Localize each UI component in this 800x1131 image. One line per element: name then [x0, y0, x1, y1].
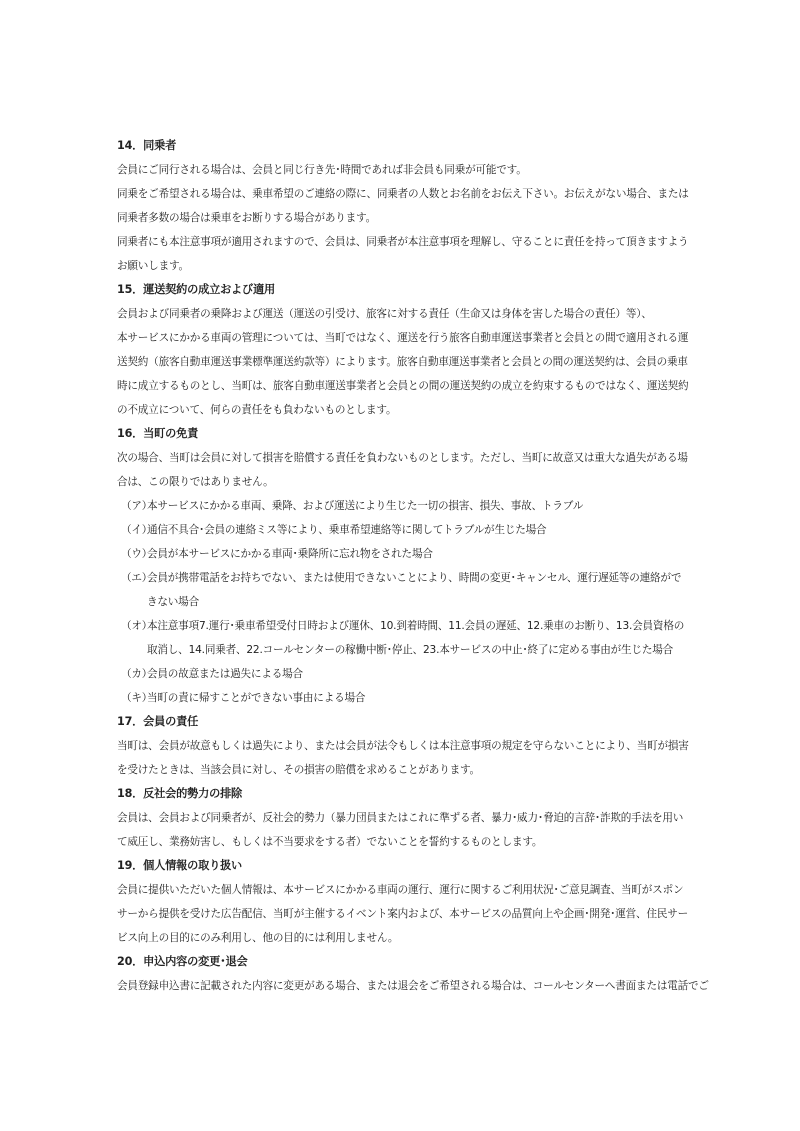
list-item: [117, 614, 689, 662]
list-item: [117, 566, 689, 614]
list-item-label: （ウ）: [121, 548, 153, 560]
section-title: 16．当町の免責: [117, 427, 199, 440]
paragraph: 当町は、会員が故意もしくは過失により、または会員が法令もしくは本注意事項の規定を守らないことにより、当町が損害を受けたときは、当該会員に対し、その損害の賠償を求めることがあります。: [117, 740, 689, 776]
list-item-text: 会員が本サービスにかかる車両･乗降所に忘れ物をされた場合: [147, 548, 433, 560]
section-18: [117, 782, 689, 854]
list-item-label: （エ）: [121, 572, 153, 584]
list-item-text: 会員の故意または過失による場合: [147, 668, 303, 680]
list-item-label: （カ）: [121, 668, 153, 680]
document-page: [117, 134, 709, 998]
list-item-label: （キ）: [121, 692, 153, 704]
section-17: [117, 710, 689, 782]
list-item-label: （イ）: [121, 524, 153, 536]
section-14: [117, 134, 689, 278]
paragraph: 会員は、会員および同乗者が、反社会的勢力（暴力団員またはこれに準ずる者、暴力･威力･脅迫的言辞･詐欺的手法を用いて威圧し、業務妨害し、もしくは不当要求をする者）でないことを誓約するものとします。: [117, 812, 684, 848]
list-item-text: 当町の責に帰すことができない事由による場合: [147, 692, 366, 704]
paragraph: 会員にご同行される場合は、会員と同じ行き先･時間であれば非会員も同乗が可能です。: [117, 164, 527, 176]
list-item-label: （オ）: [121, 620, 153, 632]
paragraph: 会員および同乗者の乗降および運送（運送の引受け、旅客に対する責任（生命又は身体を害した場合の責任）等）、: [117, 308, 652, 320]
list-item-text: 通信不具合･会員の連絡ミス等により、乗車希望連絡等に関してトラブルが生じた場合: [147, 524, 547, 536]
section-20: [117, 950, 709, 998]
paragraph: 会員に提供いただいた個人情報は、本サービスにかかる車両の運行、運行に関するご利用状況･ご意見調査、当町がスポンサーから提供を受けた広告配信、当町が主催するイベント案内および、本サービスの品質向上や企画･開発･運営、住民サービス向上の目的にのみ利用し、他の目的には利用しません。: [117, 884, 689, 944]
list-item-text: 本サービスにかかる車両、乗降、および運送により生じた一切の損害、損失、事故、トラブル: [147, 500, 584, 512]
section-title: 20．申込内容の変更･退会: [117, 955, 248, 968]
section-15: [117, 278, 689, 422]
list-item-text: 会員が携帯電話をお持ちでない、または使用できないことにより、時間の変更･キャンセル、運行遅延等の連絡ができない場合: [147, 572, 682, 608]
paragraph: 同乗者にも本注意事項が適用されますので、会員は、同乗者が本注意事項を理解し、守ることに責任を持って頂きますようお願いします。: [117, 236, 689, 272]
section-title: 17．会員の責任: [117, 715, 199, 728]
list-item: [117, 494, 689, 518]
list-item: [117, 518, 689, 542]
list-item-label: （ア）: [121, 500, 153, 512]
paragraph: 会員登録申込書に記載された内容に変更がある場合、または退会をご希望される場合は、コールセンターへ書面または電話でご: [117, 980, 709, 992]
list-item: [117, 662, 689, 686]
section-16: [117, 422, 689, 710]
section-19: [117, 854, 689, 950]
list-item: [117, 542, 689, 566]
section-title: 18．反社会的勢力の排除: [117, 787, 243, 800]
list-item-text: 本注意事項7.運行･乗車希望受付日時および運休、10.到着時間、11.会員の遅延、12.乗車のお断り、13.会員資格の取消し、14.同乗者、22.コールセンターの稼働中断･停止、23.本サービスの中止･終了に定める事由が生じた場合: [147, 620, 685, 656]
section-title: 14．同乗者: [117, 139, 177, 152]
section-title: 15．運送契約の成立および適用: [117, 283, 276, 296]
paragraph: 同乗をご希望される場合は、乗車希望のご連絡の際に、同乗者の人数とお名前をお伝え下さい。お伝えがない場合、または同乗者多数の場合は乗車をお断りする場合があります。: [117, 188, 689, 224]
paragraph: 次の場合、当町は会員に対して損害を賠償する責任を負わないものとします。ただし、当町に故意又は重大な過失がある場合は、この限りではありません。: [117, 452, 688, 488]
paragraph: 本サービスにかかる車両の管理については、当町ではなく、運送を行う旅客自動車運送事業者と会員との間で適用される運送契約（旅客自動車運送事業標準運送約款等）によります。旅客自動車運送事業者と会員との間の運送契約は、会員の乗車時に成立するものとし、当町は、旅客自動車運送事業者と会員との間の運送契約の成立を約束するものではなく、運送契約の不成立について、何らの責任をも負わないものとします。: [117, 332, 689, 416]
section-title: 19．個人情報の取り扱い: [117, 859, 243, 872]
list-item: [117, 686, 689, 710]
